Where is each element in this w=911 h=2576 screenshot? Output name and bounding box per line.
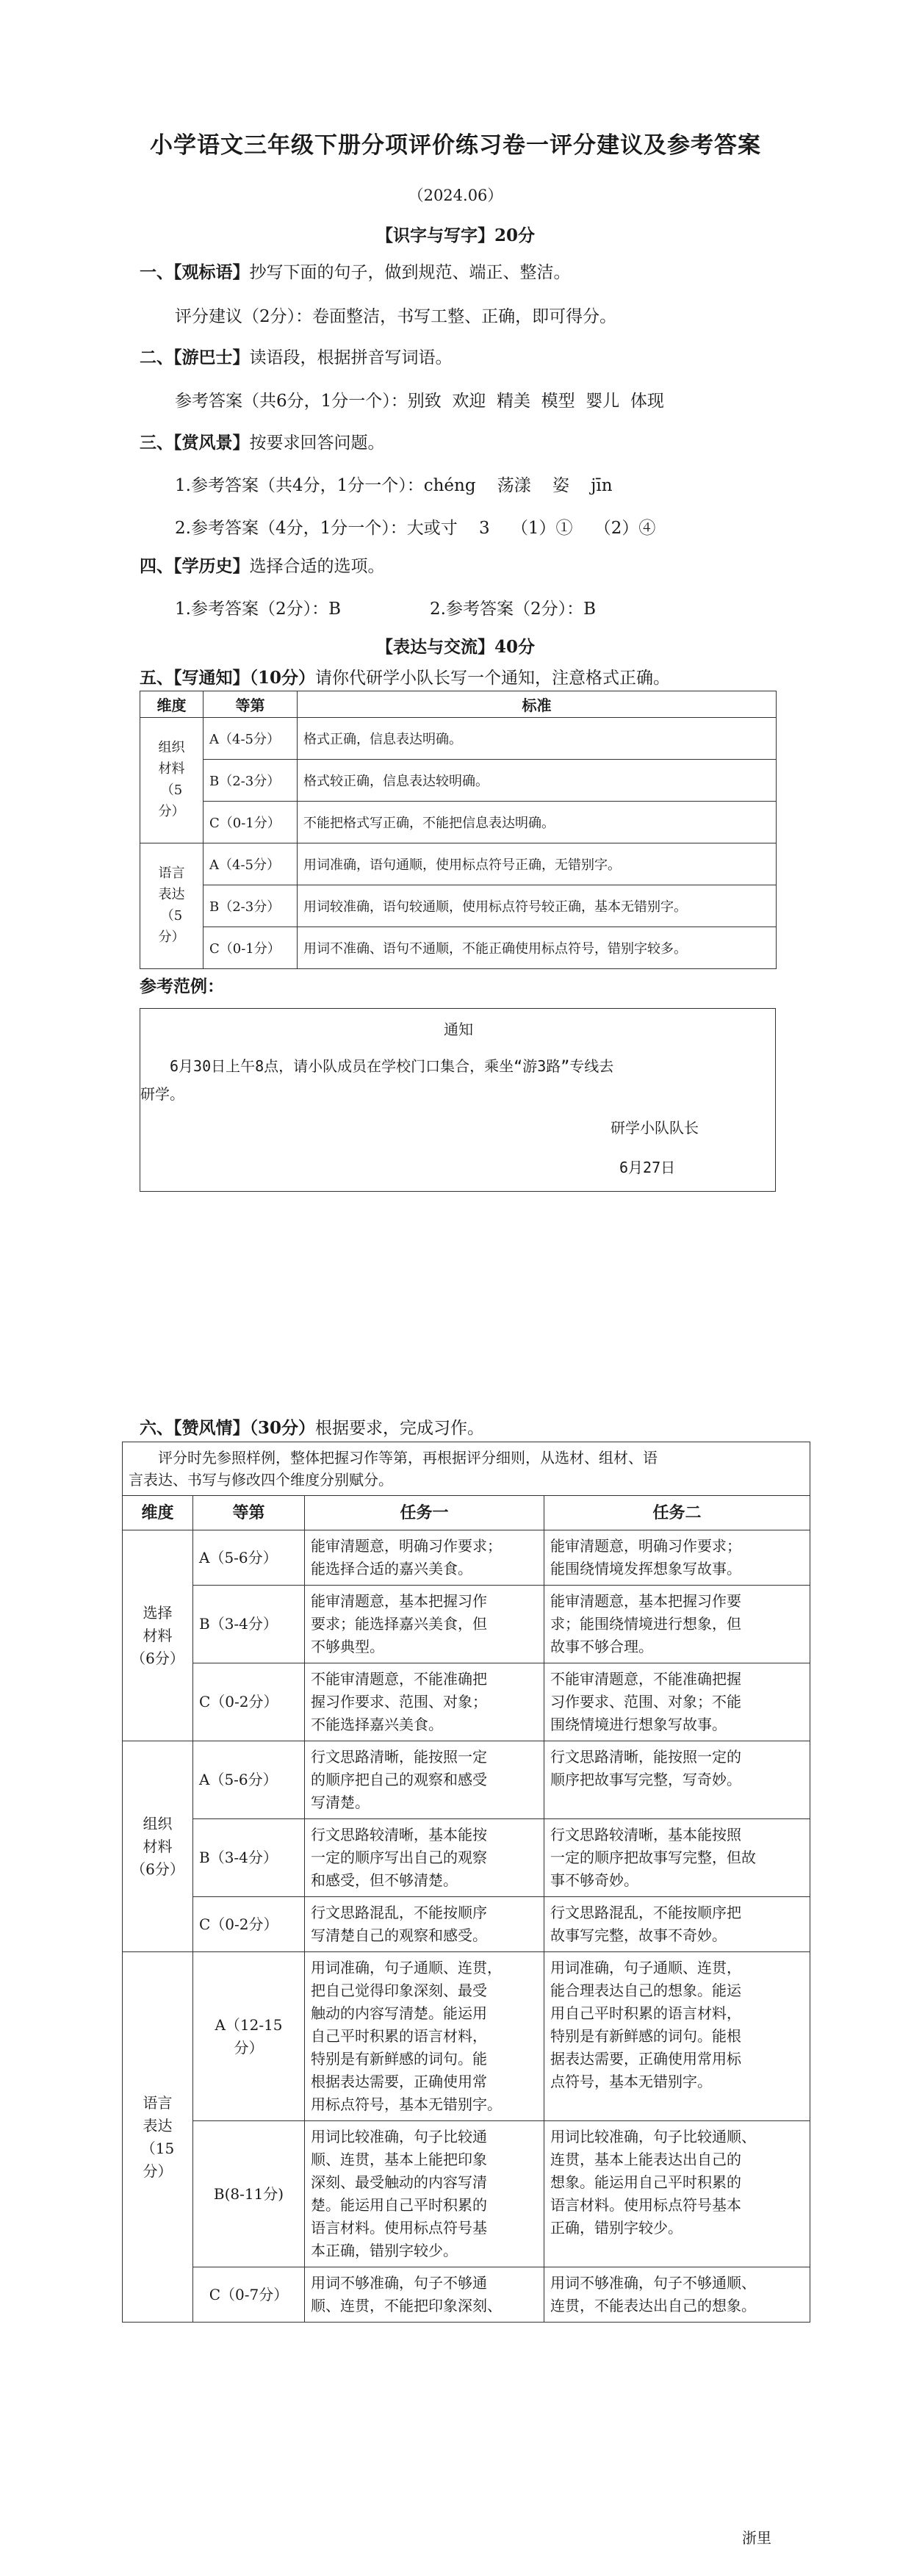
q6-num: 六、 bbox=[140, 1418, 173, 1438]
task-1-cell bbox=[305, 1897, 544, 1952]
dimension-text: 材料 bbox=[143, 1626, 173, 1644]
level-cell: A（5-6分） bbox=[193, 1530, 305, 1586]
header-level: 等第 bbox=[193, 1496, 305, 1530]
intro-row bbox=[123, 1442, 810, 1496]
table-row bbox=[140, 927, 777, 969]
q4-tag: 【学历史】 bbox=[173, 556, 250, 576]
question-6 bbox=[140, 1414, 484, 1439]
cell-line: 不能审清题意，不能准确把握 bbox=[550, 1670, 741, 1688]
question-3 bbox=[140, 429, 385, 453]
cell-line: 触动的内容写清楚。能运用 bbox=[311, 2004, 487, 2023]
cell-line: 语言材料。使用标点符号基 bbox=[311, 2219, 487, 2237]
header-dimension: 维度 bbox=[140, 691, 204, 718]
cell-line: 据表达需要，正确使用常用标 bbox=[550, 2050, 741, 2068]
question-5 bbox=[140, 664, 670, 688]
q2-tag: 【游巴士】 bbox=[173, 348, 250, 367]
dimension-text: 分） bbox=[158, 929, 185, 945]
level-cell: A（4-5分） bbox=[204, 718, 298, 760]
task-2-cell bbox=[544, 1819, 810, 1897]
level-text: 分） bbox=[234, 2038, 264, 2057]
q1-instruction: 抄写下面的句子，做到规范、端正、整洁。 bbox=[249, 263, 571, 282]
q4-instruction: 选择合适的选项。 bbox=[249, 557, 385, 576]
header-task-1: 任务一 bbox=[305, 1496, 544, 1530]
page-title: 小学语文三年级下册分项评价练习卷一评分建议及参考答案 bbox=[150, 132, 761, 159]
q3-num: 三、 bbox=[140, 433, 173, 453]
dimension-text: 表达 bbox=[158, 887, 185, 903]
dimension-cell bbox=[123, 1741, 193, 1952]
cell-line: 写清楚。 bbox=[311, 1794, 370, 1812]
cell-line: 用词不够准确，句子不够通顺、 bbox=[550, 2274, 756, 2292]
table-header-row bbox=[123, 1496, 810, 1530]
q4-answer-1: 1.参考答案（2分）：B bbox=[175, 600, 341, 619]
dimension-text: 表达 bbox=[143, 2116, 173, 2134]
cell-line: 自己平时积累的语言材料， bbox=[311, 2027, 487, 2046]
dimension-cell bbox=[123, 1530, 193, 1741]
table-row bbox=[140, 802, 777, 843]
example-label: 参考范例： bbox=[140, 976, 224, 996]
table-row bbox=[140, 718, 777, 760]
q1-tag: 【观标语】 bbox=[173, 262, 250, 282]
table-row bbox=[140, 843, 777, 885]
level-cell: A（4-5分） bbox=[204, 843, 298, 885]
dimension-text: （5 bbox=[160, 782, 183, 798]
q6-scoring-table bbox=[122, 1442, 810, 2323]
q6-score: （30分） bbox=[249, 1418, 316, 1438]
table-row bbox=[123, 1530, 810, 1586]
cell-line: 用标点符号，基本无错别字。 bbox=[311, 2095, 502, 2114]
cell-line: 用词准确，句子通顺、连贯， bbox=[311, 1959, 502, 1977]
cell-line: 行文思路混乱，不能按顺序把 bbox=[550, 1904, 741, 1922]
cell-line: 能审清题意，基本把握习作要 bbox=[550, 1592, 741, 1611]
dimension-text: （15 bbox=[140, 2139, 175, 2157]
dimension-text: 选择 bbox=[143, 1603, 173, 1622]
level-cell: B（2-3分） bbox=[204, 885, 298, 927]
q3-tag: 【赏风景】 bbox=[173, 433, 250, 453]
cell-line: 行文思路清晰，能按照一定的 bbox=[550, 1748, 741, 1766]
level-cell bbox=[193, 2121, 305, 2267]
cell-line: 能围绕情境发挥想象写故事。 bbox=[550, 1560, 741, 1578]
task-1-cell bbox=[305, 1819, 544, 1897]
dimension-cell bbox=[123, 1952, 193, 2323]
q2-num: 二、 bbox=[140, 348, 173, 367]
cell-line: 行文思路较清晰，基本能按照 bbox=[550, 1826, 741, 1844]
intro-line-2: 言表达、书写与修改四个维度分别赋分。 bbox=[129, 1471, 393, 1489]
criteria-cell: 不能把格式写正确，不能把信息表达明确。 bbox=[298, 802, 777, 843]
level-cell bbox=[193, 1952, 305, 2121]
dimension-cell bbox=[140, 843, 204, 969]
level-cell: C（0-1分） bbox=[204, 927, 298, 969]
criteria-cell: 用词不准确、语句不通顺，不能正确使用标点符号，错别字较多。 bbox=[298, 927, 777, 969]
intro-cell bbox=[123, 1442, 810, 1496]
dimension-text: 组织 bbox=[158, 740, 185, 756]
cell-line: 的顺序把自己的观察和感受 bbox=[311, 1771, 487, 1789]
cell-line: 能选择合适的嘉兴美食。 bbox=[311, 1560, 472, 1578]
level-cell: A（5-6分） bbox=[193, 1741, 305, 1819]
cell-line: 顺、连贯，基本上能把印象 bbox=[311, 2151, 487, 2169]
header-level: 等第 bbox=[204, 691, 298, 718]
table-row bbox=[123, 1819, 810, 1897]
cell-line: 不够典型。 bbox=[311, 1638, 384, 1656]
cell-line: 语言材料。使用标点符号基本 bbox=[550, 2196, 741, 2215]
cell-line: 行文思路清晰，能按照一定 bbox=[311, 1748, 487, 1766]
q5-tag: 【写通知】 bbox=[173, 668, 250, 688]
q3-instruction: 按要求回答问题。 bbox=[249, 433, 385, 453]
q2-answer: 参考答案（共6分，1分一个）：别致 欢迎 精美 模型 婴儿 体现 bbox=[175, 392, 664, 411]
task-1-cell bbox=[305, 1586, 544, 1663]
notice-signature: 研学小队队长 bbox=[611, 1119, 699, 1137]
criteria-cell: 格式正确，信息表达明确。 bbox=[298, 718, 777, 760]
header-task-2: 任务二 bbox=[544, 1496, 810, 1530]
cell-line: 顺、连贯，不能把印象深刻、 bbox=[311, 2297, 502, 2315]
cell-line: 一定的顺序把故事写完整，但故 bbox=[550, 1849, 756, 1867]
cell-line: 把自己觉得印象深刻、最受 bbox=[311, 1982, 487, 2000]
cell-line: 特别是有新鲜感的词句。能 bbox=[311, 2050, 487, 2068]
q5-instruction: 请你代研学小队长写一个通知，注意格式正确。 bbox=[315, 669, 671, 688]
cell-line: 写清楚自己的观察和感受。 bbox=[311, 1926, 487, 1945]
cell-line: 能审清题意，明确习作要求； bbox=[311, 1537, 502, 1555]
notice-example-box bbox=[140, 1008, 776, 1192]
dimension-text: 材料 bbox=[158, 761, 185, 777]
level-cell bbox=[193, 2267, 305, 2323]
cell-line: 点符号，基本无错别字。 bbox=[550, 2073, 712, 2091]
dimension-cell bbox=[140, 718, 204, 843]
q4-num: 四、 bbox=[140, 556, 173, 576]
cell-line: 用词比较准确，句子比较通 bbox=[311, 2128, 487, 2146]
cell-line: 能合理表达自己的想象。能运 bbox=[550, 1982, 741, 2000]
cell-line: 故事不够合理。 bbox=[550, 1638, 653, 1656]
cell-line: 能审清题意，明确习作要求； bbox=[550, 1537, 741, 1555]
task-2-cell bbox=[544, 1952, 810, 2121]
cell-line: 根据表达需要，正确使用常 bbox=[311, 2073, 487, 2091]
q6-tag: 【赞风情】 bbox=[173, 1418, 250, 1438]
level-text: A（12-15 bbox=[215, 2015, 283, 2034]
dimension-text: 语言 bbox=[143, 2093, 173, 2112]
task-1-cell bbox=[305, 2267, 544, 2323]
level-cell: B（3-4分） bbox=[193, 1586, 305, 1663]
notice-body-line-1: 6月30日上午8点，请小队成员在学校门口集合，乘坐“游3路”专线去 bbox=[170, 1057, 614, 1075]
cell-line: 行文思路混乱，不能按顺序 bbox=[311, 1904, 487, 1922]
table-row bbox=[123, 1663, 810, 1741]
q1-advice: 评分建议（2分）：卷面整洁，书写工整、正确，即可得分。 bbox=[175, 307, 617, 326]
notice-date: 6月27日 bbox=[619, 1159, 676, 1176]
section-heading-literacy: 【识字与写字】20分 bbox=[375, 226, 535, 245]
task-2-cell bbox=[544, 2267, 810, 2323]
task-1-cell bbox=[305, 1741, 544, 1819]
task-1-cell bbox=[305, 1952, 544, 2121]
table-row bbox=[123, 1586, 810, 1663]
table-row bbox=[123, 2121, 810, 2267]
dimension-text: （5 bbox=[160, 908, 183, 924]
cell-line: 行文思路较清晰，基本能按 bbox=[311, 1826, 487, 1844]
q2-instruction: 读语段，根据拼音写词语。 bbox=[249, 348, 453, 367]
table-row bbox=[123, 1952, 810, 2121]
cell-line: 习作要求、范围、对象；不能 bbox=[550, 1693, 741, 1711]
dimension-text: 组织 bbox=[143, 1814, 173, 1832]
cell-line: 用词准确，句子通顺、连贯， bbox=[550, 1959, 741, 1977]
question-2 bbox=[140, 344, 453, 368]
level-cell: C（0-2分） bbox=[193, 1897, 305, 1952]
cell-line: 一定的顺序写出自己的观察 bbox=[311, 1849, 487, 1867]
cell-line: 不能审清题意，不能准确把 bbox=[311, 1670, 487, 1688]
task-2-cell bbox=[544, 1897, 810, 1952]
table-row bbox=[140, 760, 777, 802]
question-4 bbox=[140, 553, 385, 577]
task-1-cell bbox=[305, 1663, 544, 1741]
cell-line: 正确，错别字较少。 bbox=[550, 2219, 683, 2237]
cell-line: 本正确，错别字较少。 bbox=[311, 2242, 458, 2260]
page-footer: 浙里 bbox=[742, 2529, 771, 2547]
dimension-text: （6分） bbox=[131, 1649, 184, 1667]
task-2-cell bbox=[544, 1530, 810, 1586]
table-row bbox=[123, 1741, 810, 1819]
cell-line: 特别是有新鲜感的词句。能根 bbox=[550, 2027, 741, 2046]
level-text: C（0-7分） bbox=[209, 2285, 289, 2303]
header-dimension: 维度 bbox=[123, 1496, 193, 1530]
notice-title: 通知 bbox=[444, 1021, 473, 1038]
dimension-text: 分） bbox=[143, 2162, 173, 2180]
level-cell: C（0-1分） bbox=[204, 802, 298, 843]
question-1 bbox=[140, 259, 571, 283]
cell-line: 用自己平时积累的语言材料， bbox=[550, 2004, 741, 2023]
cell-line: 围绕情境进行想象写故事。 bbox=[550, 1716, 727, 1734]
dimension-text: 材料 bbox=[143, 1837, 173, 1855]
q5-score: （10分） bbox=[249, 668, 316, 688]
cell-line: 深刻、最受触动的内容写清 bbox=[311, 2173, 487, 2192]
header-criteria: 标准 bbox=[298, 691, 777, 718]
q3-answer-2: 2.参考答案（4分，1分一个）：大或寸 3 （1）① （2）④ bbox=[175, 519, 656, 538]
notice-body-line-2: 研学。 bbox=[140, 1085, 184, 1103]
q6-instruction: 根据要求，完成习作。 bbox=[315, 1419, 485, 1438]
criteria-cell: 用词较准确，语句较通顺，使用标点符号较正确，基本无错别字。 bbox=[298, 885, 777, 927]
table-row bbox=[140, 885, 777, 927]
task-2-cell bbox=[544, 1663, 810, 1741]
q4-answer-2: 2.参考答案（2分）：B bbox=[430, 600, 596, 619]
task-1-cell bbox=[305, 2121, 544, 2267]
cell-line: 能审清题意，基本把握习作 bbox=[311, 1592, 487, 1611]
cell-line: 要求；能选择嘉兴美食，但 bbox=[311, 1615, 487, 1633]
task-2-cell bbox=[544, 1586, 810, 1663]
dimension-text: 分） bbox=[158, 803, 185, 819]
table-header-row bbox=[140, 691, 777, 718]
table-row bbox=[123, 1897, 810, 1952]
q5-num: 五、 bbox=[140, 668, 173, 688]
intro-line-1: 评分时先参照样例，整体把握习作等第，再根据评分细则，从选材、组材、语 bbox=[158, 1449, 658, 1467]
cell-line: 楚。能运用自己平时积累的 bbox=[311, 2196, 487, 2215]
q5-scoring-table bbox=[140, 691, 777, 969]
q1-num: 一、 bbox=[140, 262, 173, 282]
level-cell: B（2-3分） bbox=[204, 760, 298, 802]
cell-line: 用词不够准确，句子不够通 bbox=[311, 2274, 487, 2292]
cell-line: 想象。能运用自己平时积累的 bbox=[550, 2173, 741, 2192]
cell-line: 握习作要求、范围、对象； bbox=[311, 1693, 487, 1711]
cell-line: 和感受，但不够清楚。 bbox=[311, 1871, 458, 1890]
dimension-text: 语言 bbox=[158, 866, 185, 882]
cell-line: 顺序把故事写完整，写奇妙。 bbox=[550, 1771, 741, 1789]
cell-line: 事不够奇妙。 bbox=[550, 1871, 638, 1890]
cell-line: 求；能围绕情境进行想象，但 bbox=[550, 1615, 741, 1633]
level-cell: B（3-4分） bbox=[193, 1819, 305, 1897]
level-text: B(8-11分) bbox=[213, 2184, 284, 2203]
criteria-cell: 格式较正确，信息表达较明确。 bbox=[298, 760, 777, 802]
task-1-cell bbox=[305, 1530, 544, 1586]
dimension-text: （6分） bbox=[131, 1860, 184, 1878]
section-heading-expression: 【表达与交流】40分 bbox=[375, 637, 535, 657]
task-2-cell bbox=[544, 1741, 810, 1819]
cell-line: 不能选择嘉兴美食。 bbox=[311, 1716, 443, 1734]
task-2-cell bbox=[544, 2121, 810, 2267]
criteria-cell: 用词准确，语句通顺，使用标点符号正确，无错别字。 bbox=[298, 843, 777, 885]
q3-answer-1: 1.参考答案（共4分，1分一个）：chéng 荡漾 姿 jīn bbox=[175, 476, 613, 495]
level-cell: C（0-2分） bbox=[193, 1663, 305, 1741]
table-row bbox=[123, 2267, 810, 2323]
cell-line: 连贯，基本上能表达出自己的 bbox=[550, 2151, 741, 2169]
cell-line: 用词比较准确，句子比较通顺、 bbox=[550, 2128, 756, 2146]
cell-line: 故事写完整，故事不奇妙。 bbox=[550, 1926, 727, 1945]
cell-line: 连贯，不能表达出自己的想象。 bbox=[550, 2297, 756, 2315]
date: （2024.06） bbox=[408, 187, 503, 204]
